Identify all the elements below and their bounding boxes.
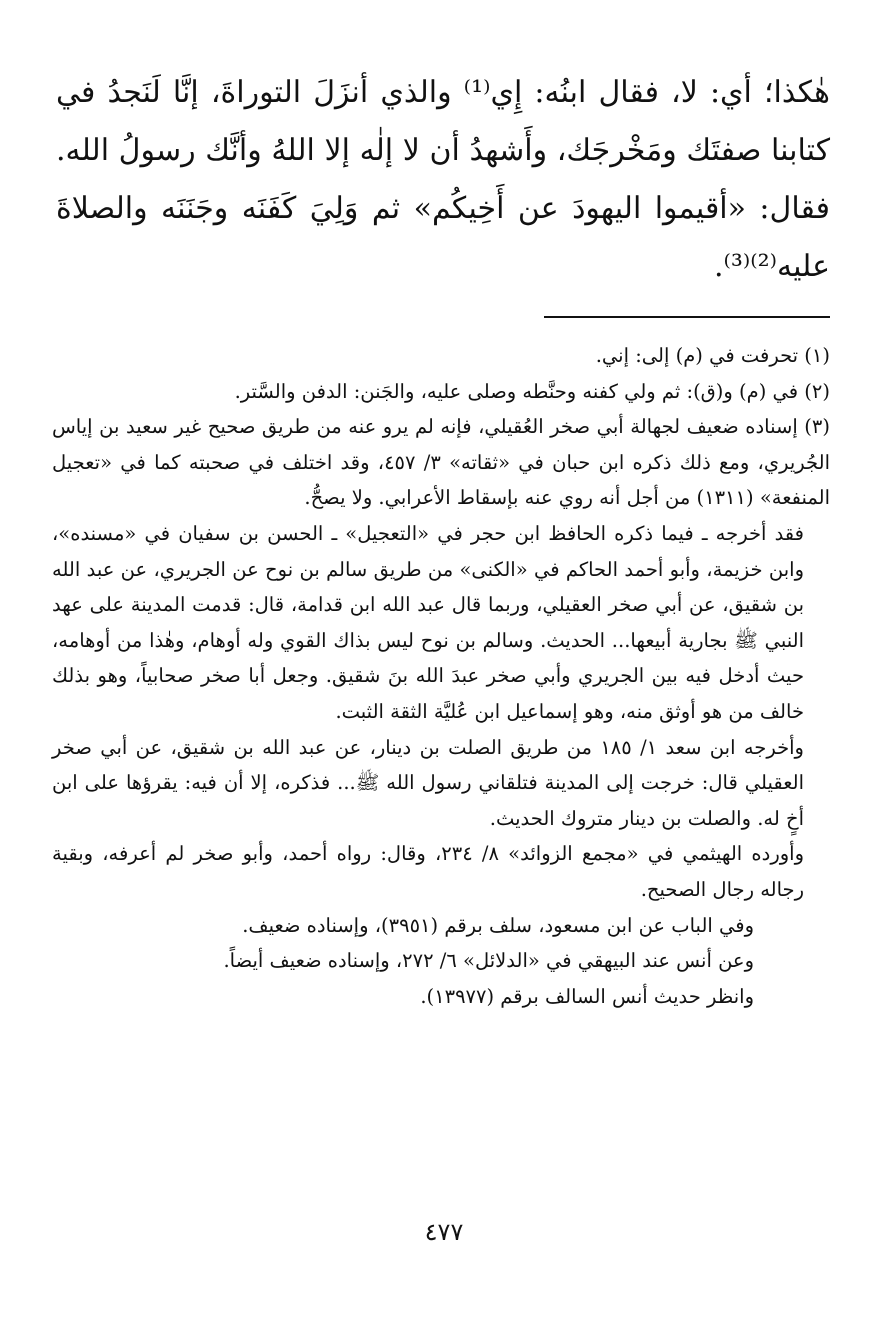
main-paragraph: هٰكذا؛ أي: لا، فقال ابنُه: إِي⁽¹⁾ والذي أنزَلَ التوراةَ، إنَّا لَنَجدُ في كتابنا صفتَك ومَخْرجَك، وأَشهدُ أن لا إلٰه إلا اللهُ وأنَّك رسولُ الله. فقال: «أقيموا اليهودَ عن أَخِيكُم» ثم وَلِيَ كَفَنَه وجَنَنَه والصلاةَ عليه⁽²⁾⁽³⁾. bbox=[56, 75, 830, 284]
footnote-3-para-2: فقد أخرجه ـ فيما ذكره الحافظ ابن حجر في «التعجيل» ـ الحسن بن سفيان في «مسنده»، وابن خزيمة، وأبو أحمد الحاكم في «الكنى» من طريق سالم بن نوح عن الجريري، عن عبد الله بن شقيق، عن أبي صخر العقيلي، وربما قال عبد الله ابن قدامة، قال: قدمت المدينة على عهد النبي ﷺ بجارية أبيعها... الحديث. وسالم بن نوح ليس بذاك القوي وله أوهام، وهٰذا من أوهامه، حيث أدخل فيه بين الجريري وأبي صخر عبدَ الله بنَ شقيق. وجعل أبا صخر صحابياً، وهو بذلك خالف من هو أوثق منه، وهو إسماعيل ابن عُليَّة الثقة الثبت. bbox=[52, 521, 804, 723]
footnote-3: (٣) إسناده ضعيف لجهالة أبي صخر العُقيلي، فإنه لم يرو عنه من طريق صحيح غير سعيد بن إياس الجُريري، ومع ذلك ذكره ابن حبان في «ثقاته» ٣/ ٤٥٧، وقد اختلف في صحبته كما في «تعجيل المنفعة» (١٣١١) من أجل أنه روي عنه بإسقاط الأعرابي. ولا يصحُّ. bbox=[52, 415, 830, 510]
footnote-3-para-5: وفي الباب عن ابن مسعود، سلف برقم (٣٩٥١)، وإسناده ضعيف. bbox=[242, 913, 754, 937]
footnote-1: (١) تحرفت في (م) إلى: إني. bbox=[595, 344, 830, 367]
main-text bbox=[56, 64, 830, 296]
footnote-2: (٢) في (م) و(ق): ثم ولي كفنه وحنَّطه وصلى عليه، والجَنن: الدفن والسَّتر. bbox=[234, 379, 830, 403]
footnote-3-para-4: وأورده الهيثمي في «مجمع الزوائد» ٨/ ٢٣٤، وقال: رواه أحمد، وأبو صخر لم أعرفه، وبقية رجاله رجال الصحيح. bbox=[52, 842, 804, 901]
footnote-3-para-6: وعن أنس عند البيهقي في «الدلائل» ٦/ ٢٧٢، وإسناده ضعيف أيضاً. bbox=[223, 949, 754, 973]
footnotes bbox=[52, 338, 830, 1014]
footnote-separator bbox=[544, 316, 830, 318]
footnote-3-para-3: وأخرجه ابن سعد ١/ ١٨٥ من طريق الصلت بن دينار، عن عبد الله بن شقيق، عن أبي صخر العقيلي قال: خرجت إلى المدينة فتلقاني رسول الله ﷺ... فذكره، إلا أن فيه: يقرؤها على ابن أخٍ له. والصلت بن دينار متروك الحديث. bbox=[52, 735, 804, 830]
page-number: ٤٧٧ bbox=[424, 1218, 464, 1246]
footnote-3-para-7: وانظر حديث أنس السالف برقم (١٣٩٧٧). bbox=[420, 984, 754, 1008]
